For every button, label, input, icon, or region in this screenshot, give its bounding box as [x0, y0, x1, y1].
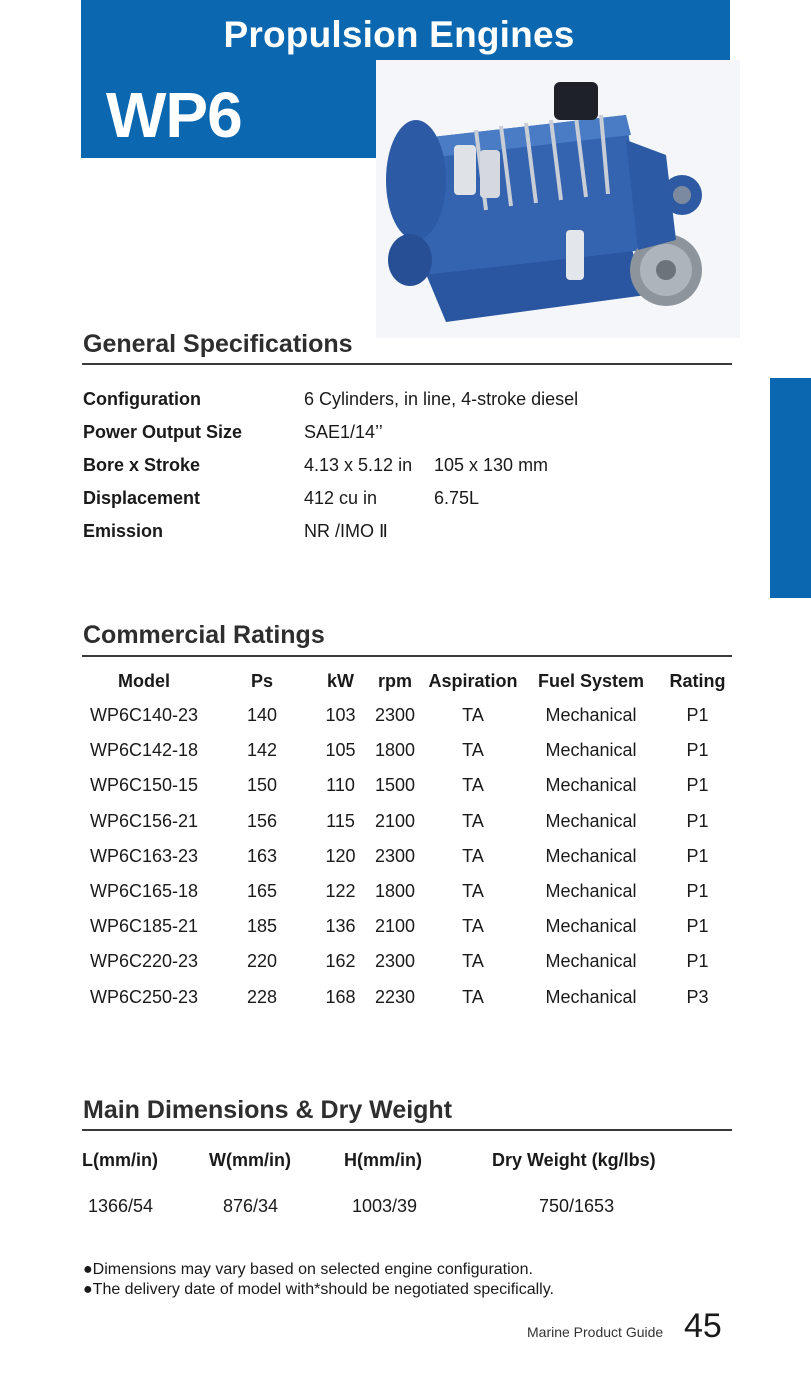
section-divider	[82, 1129, 732, 1131]
cell-rating: P1	[686, 775, 709, 796]
cell-ps: 150	[246, 775, 278, 796]
cell-aspiration: TA	[462, 916, 484, 937]
cell-rpm: 2100	[374, 916, 416, 937]
spec-label: Bore x Stroke	[83, 455, 201, 475]
side-index-tab	[770, 378, 811, 598]
cell-fuel-system: Mechanical	[545, 881, 637, 902]
cell-rating: P3	[686, 986, 709, 1007]
cell-aspiration: TA	[462, 986, 484, 1007]
cell-aspiration: TA	[462, 951, 484, 972]
footer-label: Marine Product Guide	[527, 1324, 664, 1340]
cell-rating: P1	[686, 951, 709, 972]
cell-rating: P1	[686, 705, 709, 726]
cell-kw: 120	[325, 845, 356, 866]
spec-value: 6 Cylinders, in line, 4-stroke diesel	[304, 389, 579, 409]
col-header-rating: Rating	[669, 670, 726, 691]
col-header-aspiration: Aspiration	[428, 670, 518, 691]
table-row	[82, 768, 732, 803]
cell-kw: 105	[325, 740, 356, 761]
cell-fuel-system: Mechanical	[545, 810, 637, 831]
cell-rating: P1	[686, 740, 709, 761]
cell-kw: 136	[325, 916, 356, 937]
table-row	[82, 733, 732, 768]
commercial-ratings-title: Commercial Ratings	[83, 621, 325, 649]
cell-aspiration: TA	[462, 775, 484, 796]
col-header-ps: Ps	[250, 670, 274, 691]
cell-model: WP6C142-18	[89, 740, 199, 761]
ratings-table	[82, 664, 732, 1015]
general-specs-title: General Specifications	[83, 330, 353, 358]
spec-value-metric: 6.75L	[434, 488, 480, 508]
footnote: ●The delivery date of model with*should be negotiated specifically.	[83, 1281, 554, 1298]
table-row	[82, 944, 732, 979]
spec-label: Configuration	[83, 389, 201, 409]
cell-ps: 156	[246, 810, 278, 831]
spec-value: 4.13 x 5.12 in	[304, 455, 413, 475]
dim-header-length: L(mm/in)	[82, 1150, 158, 1170]
col-header-rpm: rpm	[377, 670, 412, 691]
section-divider	[82, 655, 732, 657]
cell-rating: P1	[686, 916, 709, 937]
cell-model: WP6C150-15	[89, 775, 199, 796]
cell-model: WP6C220-23	[89, 951, 199, 972]
cell-kw: 115	[326, 810, 355, 831]
cell-rating: P1	[686, 845, 709, 866]
cell-model: WP6C163-23	[89, 845, 199, 866]
dim-header-width: W(mm/in)	[209, 1150, 291, 1170]
cell-rpm: 2230	[374, 986, 416, 1007]
table-row	[82, 909, 732, 944]
cell-rpm: 2300	[374, 951, 416, 972]
spec-label: Emission	[83, 521, 164, 541]
spec-value: 412 cu in	[304, 488, 378, 508]
table-row	[82, 698, 732, 733]
cell-rpm: 1800	[374, 740, 416, 761]
dim-value-width: 876/34	[223, 1196, 279, 1216]
cell-rpm: 1500	[374, 775, 416, 796]
cell-model: WP6C140-23	[89, 705, 199, 726]
cell-aspiration: TA	[462, 705, 484, 726]
page-number: 45	[684, 1307, 722, 1345]
col-header-model: Model	[118, 670, 170, 691]
table-row	[82, 839, 732, 874]
cell-fuel-system: Mechanical	[545, 916, 637, 937]
spec-value: NR /IMO Ⅱ	[304, 521, 388, 541]
table-row	[82, 874, 732, 909]
cell-aspiration: TA	[462, 740, 484, 761]
cell-rating: P1	[686, 881, 709, 902]
cell-kw: 162	[325, 951, 356, 972]
cell-fuel-system: Mechanical	[545, 705, 637, 726]
cell-rpm: 2300	[374, 845, 416, 866]
table-row	[82, 804, 732, 839]
cell-fuel-system: Mechanical	[545, 951, 637, 972]
spec-value: SAE1/14’’	[304, 422, 383, 442]
cell-ps: 140	[246, 705, 278, 726]
cell-aspiration: TA	[462, 810, 484, 831]
dim-value-length: 1366/54	[88, 1196, 154, 1216]
section-divider	[82, 363, 732, 365]
dim-header-dry-weight: Dry Weight (kg/lbs)	[492, 1150, 656, 1170]
cell-fuel-system: Mechanical	[545, 740, 637, 761]
col-header-fuel-system: Fuel System	[537, 670, 645, 691]
cell-ps: 142	[246, 740, 278, 761]
cell-model: WP6C185-21	[89, 916, 199, 937]
dimensions-title: Main Dimensions & Dry Weight	[83, 1096, 453, 1124]
cell-kw: 122	[325, 881, 356, 902]
col-header-kw: kW	[327, 670, 354, 691]
cell-kw: 110	[326, 775, 355, 796]
cell-rpm: 2300	[374, 705, 416, 726]
cell-aspiration: TA	[462, 881, 484, 902]
cell-ps: 185	[246, 916, 278, 937]
cell-aspiration: TA	[462, 845, 484, 866]
model-name: WP6	[106, 79, 242, 151]
cell-rpm: 2100	[374, 810, 416, 831]
spec-value-metric: 105 x 130 mm	[434, 455, 549, 475]
spec-label: Displacement	[83, 488, 201, 508]
cell-kw: 168	[325, 986, 356, 1007]
cell-model: WP6C165-18	[89, 881, 199, 902]
footnote: ●Dimensions may vary based on selected engine configuration.	[83, 1261, 533, 1278]
cell-kw: 103	[325, 705, 356, 726]
cell-rating: P1	[686, 810, 709, 831]
cell-fuel-system: Mechanical	[545, 775, 637, 796]
cell-ps: 163	[246, 845, 278, 866]
cell-model: WP6C250-23	[89, 986, 199, 1007]
cell-ps: 220	[246, 951, 278, 972]
table-row	[82, 980, 732, 1015]
dim-header-height: H(mm/in)	[344, 1150, 422, 1170]
cell-fuel-system: Mechanical	[545, 845, 637, 866]
engine-image	[376, 60, 740, 338]
cell-fuel-system: Mechanical	[545, 986, 637, 1007]
cell-model: WP6C156-21	[89, 810, 199, 831]
cell-ps: 165	[246, 881, 278, 902]
cell-rpm: 1800	[374, 881, 416, 902]
cell-ps: 228	[246, 986, 278, 1007]
page-title: Propulsion Engines	[223, 14, 575, 55]
table-header-row	[82, 664, 732, 698]
dim-value-dry-weight: 750/1653	[539, 1196, 615, 1216]
dim-value-height: 1003/39	[352, 1196, 418, 1216]
spec-label: Power Output Size	[83, 422, 243, 442]
